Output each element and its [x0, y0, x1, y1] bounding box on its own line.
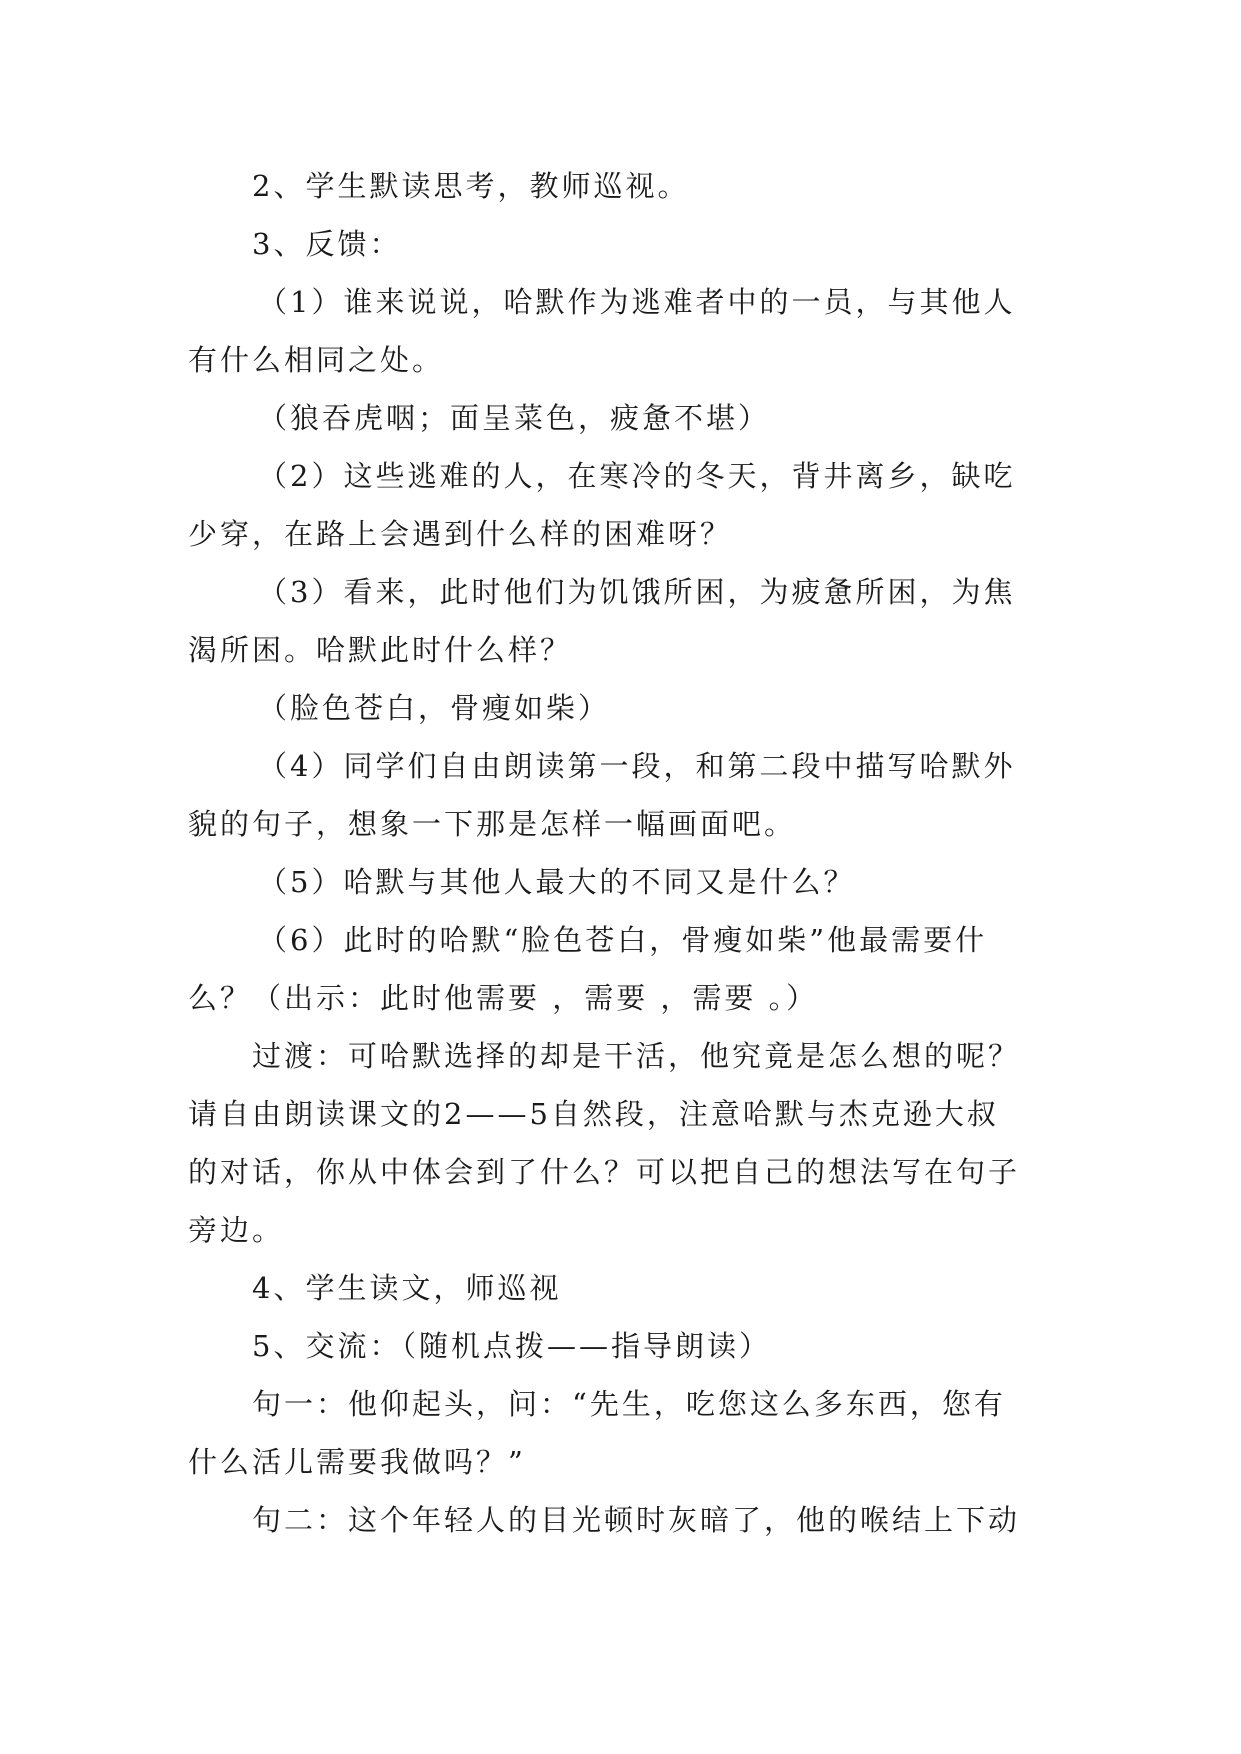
paragraph-line: 4、学生读文，师巡视 — [252, 1271, 562, 1305]
paragraph-line: 么？（出示：此时他需要 ，需要 ，需要 。） — [188, 981, 819, 1015]
paragraph-line: 句一：他仰起头，问：“先生，吃您这么多东西，您有 — [252, 1387, 1006, 1421]
paragraph-line: 句二：这个年轻人的目光顿时灰暗了，他的喉结上下动 — [252, 1503, 1021, 1537]
document-body — [188, 157, 1058, 1549]
paragraph-line: 少穿，在路上会遇到什么样的困难呀？ — [188, 517, 733, 551]
paragraph-line: 请自由朗读课文的2——5自然段，注意哈默与杰克逊大叔 — [188, 1097, 999, 1131]
paragraph-line: （1）谁来说说，哈默作为逃难者中的一员，与其他人 — [258, 285, 1016, 319]
paragraph-line: （4）同学们自由朗读第一段，和第二段中描写哈默外 — [258, 749, 1016, 783]
paragraph-line: 渴所困。哈默此时什么样？ — [188, 633, 573, 667]
paragraph-line: 貌的句子，想象一下那是怎样一幅画面吧。 — [188, 807, 797, 841]
paragraph-line: 旁边。 — [188, 1213, 285, 1247]
paragraph-line: （3）看来，此时他们为饥饿所困，为疲惫所困，为焦 — [258, 575, 1016, 609]
paragraph-line: 有什么相同之处。 — [188, 343, 445, 377]
paragraph-line: （2）这些逃难的人，在寒冷的冬天，背井离乡，缺吃 — [258, 459, 1016, 493]
paragraph-line: 什么活儿需要我做吗？” — [188, 1445, 526, 1479]
paragraph-line: （5）哈默与其他人最大的不同又是什么？ — [258, 865, 856, 899]
paragraph-line: 2、学生默读思考，教师巡视。 — [252, 169, 690, 203]
paragraph-line: （狼吞虎咽；面呈菜色，疲惫不堪） — [258, 401, 771, 435]
paragraph-line: 3、反馈： — [252, 227, 402, 261]
paragraph-line: 过渡：可哈默选择的却是干活，他究竟是怎么想的呢？ — [252, 1039, 1021, 1073]
paragraph-line: （脸色苍白，骨瘦如柴） — [258, 691, 611, 725]
paragraph-line: 5、交流：（随机点拨——指导朗读） — [252, 1329, 771, 1363]
paragraph-line: 的对话，你从中体会到了什么？可以把自己的想法写在句子 — [188, 1155, 1021, 1189]
paragraph-line: （6）此时的哈默“脸色苍白，骨瘦如柴”他最需要什 — [258, 923, 988, 957]
